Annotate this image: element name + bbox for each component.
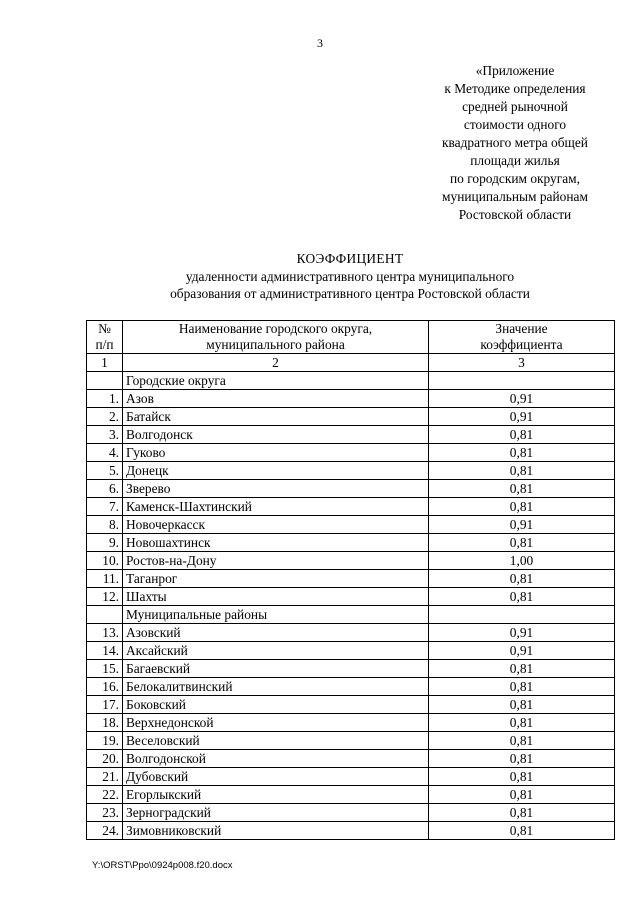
header-line: Наименование городского округа, [178,321,373,336]
section-title: Городские округа [123,372,429,390]
appendix-line: муниципальным районам [442,189,588,204]
section-value-cell [429,372,615,390]
row-number: 16. [87,678,123,696]
table-row [87,462,615,480]
table-row [87,696,615,714]
row-name: Гуково [123,444,429,462]
row-value: 0,81 [429,444,615,462]
row-name: Донецк [123,462,429,480]
row-number: 24. [87,822,123,840]
row-name: Азовский [123,624,429,642]
table-row [87,714,615,732]
row-name: Белокалитвинский [123,678,429,696]
table-row [87,660,615,678]
row-value: 0,81 [429,570,615,588]
row-number: 12. [87,588,123,606]
appendix-line: по городским округам, [450,171,580,186]
table-row [87,444,615,462]
table-row [87,408,615,426]
row-value: 0,81 [429,480,615,498]
subtitle-line: удаленности административного центра муниципального [185,269,515,284]
header-number [87,321,123,354]
row-number: 3. [87,426,123,444]
row-value: 0,81 [429,498,615,516]
table-row [87,786,615,804]
row-number: 7. [87,498,123,516]
row-value: 0,91 [429,642,615,660]
row-number: 15. [87,660,123,678]
header-name [123,321,429,354]
row-number: 18. [87,714,123,732]
table-row [87,822,615,840]
row-value: 0,81 [429,462,615,480]
row-name: Каменск-Шахтинский [123,498,429,516]
row-value: 0,91 [429,516,615,534]
row-name: Веселовский [123,732,429,750]
row-name: Батайск [123,408,429,426]
row-value: 1,00 [429,552,615,570]
row-name: Таганрог [123,570,429,588]
row-value: 0,81 [429,426,615,444]
table-row [87,678,615,696]
row-value: 0,81 [429,822,615,840]
table-row [87,570,615,588]
row-name: Волгодонск [123,426,429,444]
row-name: Ростов-на-Дону [123,552,429,570]
row-number: 4. [87,444,123,462]
row-value: 0,81 [429,804,615,822]
appendix-header [430,62,600,224]
row-number: 13. [87,624,123,642]
row-number: 20. [87,750,123,768]
header-value [429,321,615,354]
page-number: 3 [317,36,323,50]
row-name: Зимовниковский [123,822,429,840]
row-name: Новочеркасск [123,516,429,534]
row-name: Зверево [123,480,429,498]
table-row [87,390,615,408]
row-number: 19. [87,732,123,750]
table-row [87,426,615,444]
column-number: 2 [123,354,429,372]
column-number-row [87,354,615,372]
table-row [87,768,615,786]
subtitle-line: образования от административного центра Ростовской области [170,286,530,301]
appendix-line: «Приложение [475,63,555,78]
row-value: 0,81 [429,732,615,750]
row-number: 9. [87,534,123,552]
section-number-cell [87,606,123,624]
table-row [87,480,615,498]
row-number: 2. [87,408,123,426]
table-row [87,588,615,606]
row-value: 0,81 [429,768,615,786]
row-value: 0,91 [429,408,615,426]
row-name: Аксайский [123,642,429,660]
table-row [87,804,615,822]
table-header-row [87,321,615,354]
header-line: № [98,321,111,336]
row-number: 11. [87,570,123,588]
row-number: 22. [87,786,123,804]
row-number: 21. [87,768,123,786]
appendix-line: квадратного метра общей [442,135,588,150]
row-name: Багаевский [123,660,429,678]
appendix-line: Ростовской области [458,207,572,222]
row-value: 0,81 [429,714,615,732]
row-name: Боковский [123,696,429,714]
row-value: 0,81 [429,534,615,552]
row-number: 10. [87,552,123,570]
row-name: Волгодонской [123,750,429,768]
table-row [87,642,615,660]
appendix-line: площади жилья [470,153,560,168]
row-number: 1. [87,390,123,408]
section-title: Муниципальные районы [123,606,429,624]
header-line: коэффициента [480,337,563,352]
row-value: 0,81 [429,660,615,678]
header-line: п/п [95,337,114,352]
row-name: Азов [123,390,429,408]
header-line: муниципального района [206,337,345,352]
row-name: Егорлыкский [123,786,429,804]
row-value: 0,91 [429,624,615,642]
row-number: 6. [87,480,123,498]
row-value: 0,81 [429,678,615,696]
table-row [87,552,615,570]
row-number: 14. [87,642,123,660]
appendix-line: стоимости одного [463,117,567,132]
row-number: 23. [87,804,123,822]
row-name: Верхнедонской [123,714,429,732]
document-title: КОЭФФИЦИЕНТ [296,251,404,266]
row-value: 0,81 [429,786,615,804]
column-number: 3 [429,354,615,372]
coefficient-table [86,320,615,840]
appendix-line: к Методике определения [444,81,586,96]
table-row [87,498,615,516]
section-row [87,606,615,624]
row-number: 5. [87,462,123,480]
row-number: 8. [87,516,123,534]
section-value-cell [429,606,615,624]
appendix-line: средней рыночной [462,99,568,114]
row-name: Зерноградский [123,804,429,822]
row-name: Новошахтинск [123,534,429,552]
table-row [87,750,615,768]
document-subtitle [0,268,640,302]
row-name: Дубовский [123,768,429,786]
table-row [87,732,615,750]
row-value: 0,91 [429,390,615,408]
table-row [87,624,615,642]
header-line: Значение [495,321,548,336]
section-number-cell [87,372,123,390]
file-path-footer: Y:\ORST\Ppo\0924p008.f20.docx [92,860,233,871]
table-row [87,516,615,534]
row-value: 0,81 [429,696,615,714]
row-name: Шахты [123,588,429,606]
table-row [87,534,615,552]
row-number: 17. [87,696,123,714]
column-number: 1 [87,354,123,372]
table-body [87,372,615,840]
row-value: 0,81 [429,750,615,768]
section-row [87,372,615,390]
row-value: 0,81 [429,588,615,606]
